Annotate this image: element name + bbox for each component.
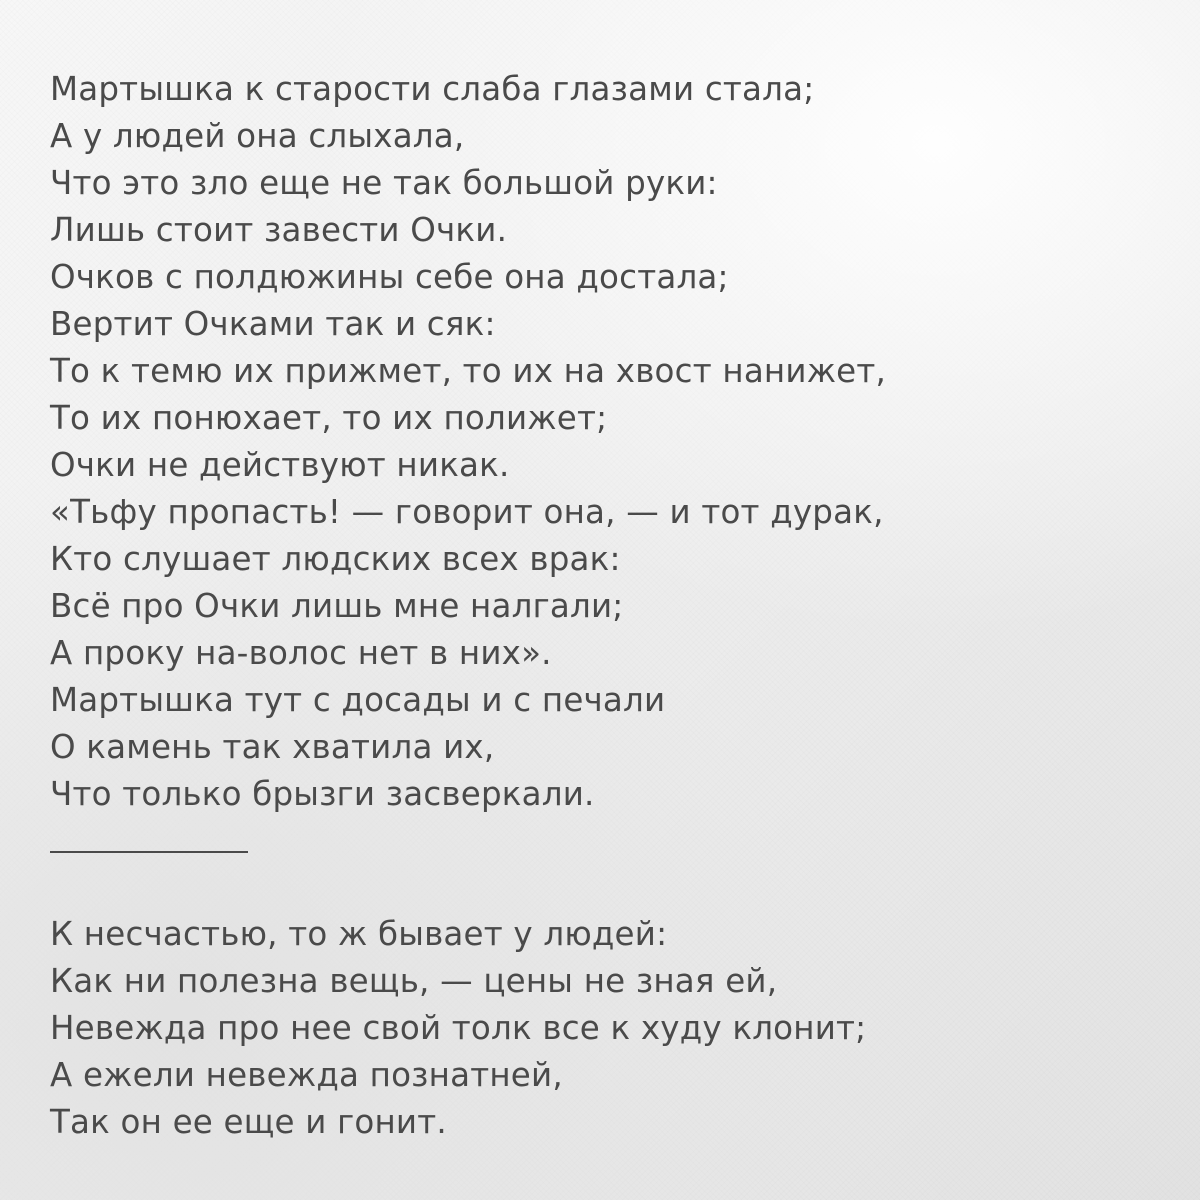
stanza-1 bbox=[50, 66, 1150, 818]
poem-line: То их понюхает, то их полижет; bbox=[50, 399, 608, 437]
stanza-moral bbox=[50, 911, 1150, 1146]
poem-line: Очки не действуют никак. bbox=[50, 446, 510, 484]
poem-line: А у людей она слыхала, bbox=[50, 117, 465, 155]
poem-line: Лишь стоит завести Очки. bbox=[50, 211, 508, 249]
poem-line: Что только брызги засверкали. bbox=[50, 775, 595, 813]
poem-line: К несчастью, то ж бывает у людей: bbox=[50, 915, 668, 953]
poem-line: Что это зло еще не так большой руки: bbox=[50, 164, 718, 202]
poem-line: «Тьфу пропасть! — говорит она, — и тот дурак, bbox=[50, 493, 884, 531]
poem-line: Кто слушает людских всех врак: bbox=[50, 540, 621, 578]
poem-line: Невежда про нее свой толк все к худу клонит; bbox=[50, 1009, 867, 1047]
poem-line: Очков с полдюжины себе она достала; bbox=[50, 258, 729, 296]
poem-line: О камень так хватила их, bbox=[50, 728, 495, 766]
poem-line: Мартышка к старости слаба глазами стала; bbox=[50, 70, 815, 108]
moral-divider bbox=[50, 851, 248, 853]
poem-line: То к темю их прижмет, то их на хвост нанижет, bbox=[50, 352, 887, 390]
poem-line: Всё про Очки лишь мне налгали; bbox=[50, 587, 624, 625]
poem-line: Как ни полезна вещь, — цены не зная ей, bbox=[50, 962, 778, 1000]
poem-line: Вертит Очками так и сяк: bbox=[50, 305, 496, 343]
poem-text bbox=[50, 66, 1150, 1146]
poem-line: А проку на-волос нет в них». bbox=[50, 634, 552, 672]
poem-line: Так он ее еще и гонит. bbox=[50, 1103, 447, 1141]
poem-line: Мартышка тут с досады и с печали bbox=[50, 681, 666, 719]
poem-line: А ежели невежда познатней, bbox=[50, 1056, 563, 1094]
